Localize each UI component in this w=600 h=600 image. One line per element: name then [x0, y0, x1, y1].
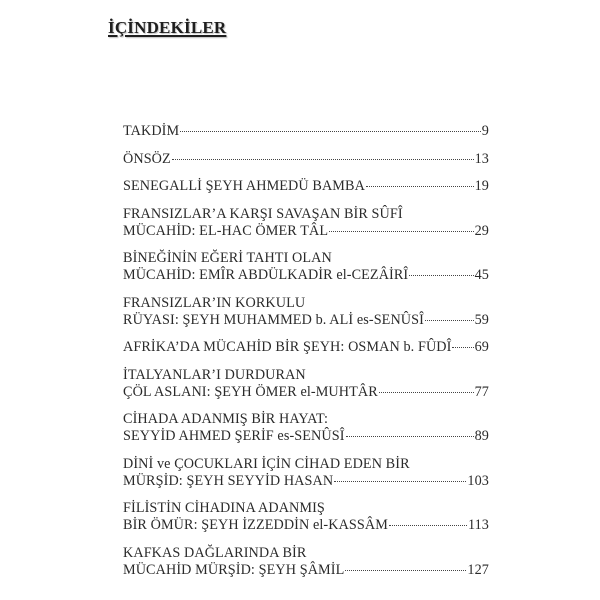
- toc-entry-line: [123, 267, 489, 284]
- toc-entry[interactable]: [123, 123, 489, 140]
- dot-leader: [366, 186, 474, 187]
- toc-entry-title: ÖNSÖZ: [123, 150, 171, 167]
- toc-entry-title-line2: MÜRŞİD: ŞEYH SEYYİD HASAN: [123, 472, 334, 489]
- toc-entry-title-line2: RÜYASI: ŞEYH MUHAMMED b. ALİ es-SENÛSÎ: [123, 311, 424, 328]
- toc-entry-line: [123, 151, 489, 168]
- toc-page-number: 103: [467, 472, 489, 489]
- toc-entry-line: [123, 223, 489, 240]
- toc-entry-title-line1: İTALYANLAR’I DURDURAN: [123, 366, 306, 383]
- page-title: İÇİNDEKİLER: [108, 18, 227, 37]
- toc-entry-title: SENEGALLİ ŞEYH AHMEDÜ BAMBA: [123, 178, 365, 194]
- toc-entry-line: [123, 473, 489, 490]
- toc-entry[interactable]: [123, 367, 489, 401]
- dot-leader: [452, 347, 473, 348]
- toc-entry-title-line1: FİLİSTİN CİHADINA ADANMIŞ: [123, 500, 325, 516]
- toc-entry-line: [123, 384, 489, 401]
- toc-entry-title-line2: MÜCAHİD: EL-HAC ÖMER TÂL: [123, 222, 329, 239]
- toc-entry-title-line2: MÜCAHİD: EMÎR ABDÜLKADİR el-CEZÂİRÎ: [123, 267, 409, 283]
- toc-entry-title: TAKDİM: [123, 123, 180, 139]
- dot-leader: [180, 131, 481, 132]
- toc-entry[interactable]: [123, 411, 489, 445]
- toc-entry-line: [123, 428, 489, 445]
- toc-entry-title-line1: FRANSIZLAR’IN KORKULU: [123, 294, 306, 311]
- toc-entry[interactable]: [123, 339, 489, 356]
- toc-entry-line: [123, 517, 489, 534]
- toc-entry-title-line2: SEYYİD AHMED ŞERİF es-SENÛSÎ: [123, 428, 345, 444]
- toc-entry[interactable]: [123, 545, 489, 579]
- toc-entry-line: [123, 562, 489, 579]
- toc-page-number: 19: [474, 178, 489, 194]
- toc-page-number: 113: [467, 517, 489, 533]
- dot-leader: [345, 570, 466, 571]
- dot-leader: [425, 320, 474, 321]
- dot-leader: [409, 275, 473, 276]
- dot-leader: [329, 231, 474, 232]
- toc-entry-title-line1: CİHADA ADANMIŞ BİR HAYAT:: [123, 411, 329, 427]
- toc-entry-title-line2: MÜCAHİD MÜRŞİD: ŞEYH ŞÂMİL: [123, 561, 345, 578]
- toc-entry[interactable]: [123, 456, 489, 490]
- toc-entry[interactable]: [123, 250, 489, 284]
- toc-page-number: 77: [474, 383, 489, 400]
- toc-entry[interactable]: [123, 500, 489, 534]
- toc-entry[interactable]: [123, 151, 489, 168]
- toc-entry-line: [123, 312, 489, 329]
- toc-page-number: 45: [474, 267, 489, 283]
- toc-entry-line: [123, 339, 489, 356]
- toc-page-number: 29: [474, 222, 489, 239]
- table-of-contents: [123, 123, 489, 589]
- toc-entry-title-line1: DİNİ ve ÇOCUKLARI İÇİN CİHAD EDEN BİR: [123, 455, 410, 472]
- toc-page-number: 59: [474, 311, 489, 328]
- toc-entry[interactable]: [123, 206, 489, 240]
- toc-entry-title-line1: BİNEĞİNİN EĞERİ TAHTI OLAN: [123, 250, 332, 266]
- dot-leader: [334, 481, 466, 482]
- toc-entry[interactable]: [123, 178, 489, 195]
- toc-page-number: 69: [474, 339, 489, 355]
- toc-entry-title-line2: ÇÖL ASLANI: ŞEYH ÖMER el-MUHTÂR: [123, 383, 378, 400]
- toc-entry[interactable]: [123, 295, 489, 329]
- toc-entry-title-line1: FRANSIZLAR’A KARŞI SAVAŞAN BİR SÛFÎ: [123, 205, 403, 222]
- toc-entry-line: [123, 178, 489, 195]
- dot-leader: [389, 525, 467, 526]
- toc-entry-title-line2: BİR ÖMÜR: ŞEYH İZZEDDİN el-KASSÂM: [123, 517, 388, 533]
- toc-page-number: 89: [474, 428, 489, 444]
- dot-leader: [346, 436, 474, 437]
- toc-page-number: 127: [467, 561, 489, 578]
- toc-entry-title: AFRİKA’DA MÜCAHİD BİR ŞEYH: OSMAN b. FÛDÎ: [123, 339, 452, 355]
- dot-leader: [379, 392, 474, 393]
- toc-page-number: 13: [474, 150, 489, 167]
- toc-entry-title-line1: KAFKAS DAĞLARINDA BİR: [123, 544, 307, 561]
- toc-page-number: 9: [481, 123, 489, 139]
- toc-entry-line: [123, 123, 489, 140]
- dot-leader: [172, 159, 474, 160]
